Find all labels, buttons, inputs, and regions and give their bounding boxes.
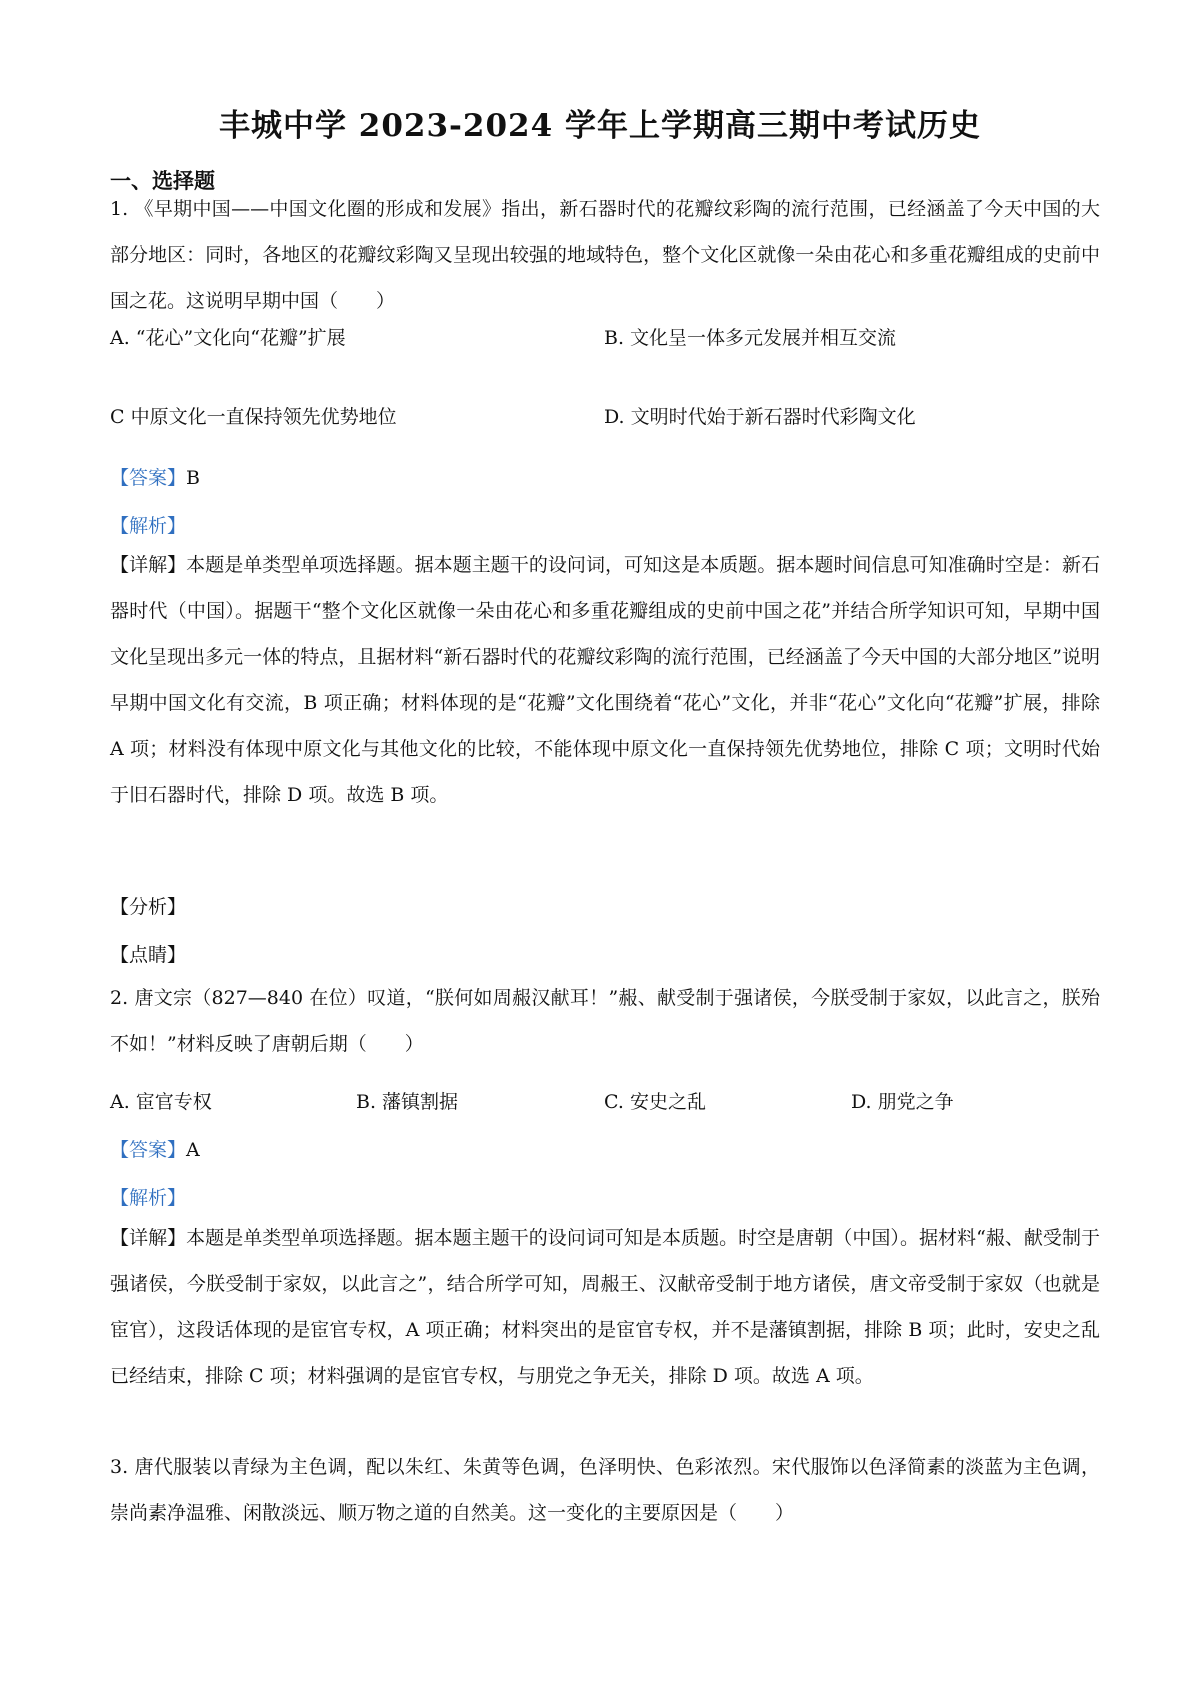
q1-detail: 【详解】本题是单类型单项选择题。据本题主题干的设问词，可知这是本质题。据本题时间信息可知准确时空是：新石器时代（中国）。据题干“整个文化区就像一朵由花心和多重花瓣组成的史前中国之花”并结合所学知识可知，早期中国文化呈现出多元一体的特点，且据材料“新石器时代的花瓣纹彩陶的流行范围，已经涵盖了今天中国的大部分地区”说明早期中国文化有交流，B 项正确；材料体现的是“花瓣”文化围绕着“花心”文化，并非“花心”文化向“花瓣”扩展，排除 A 项；材料没有体现中原文化与其他文化的比较，不能体现中原文化一直保持领先优势地位，排除 C 项；文明时代始于旧石器时代，排除 D 项。故选 B 项。 xyxy=(110,554,1100,806)
q2-answer xyxy=(110,1135,200,1165)
question-1-stem: 1. 《早期中国——中国文化圈的形成和发展》指出，新石器时代的花瓣纹彩陶的流行范围，已经涵盖了今天中国的大部分地区：同时，各地区的花瓣纹彩陶又呈现出较强的地域特色，整个文化区就像一朵由花心和多重花瓣组成的史前中国之花。这说明早期中国（ ） xyxy=(110,198,1100,312)
question-2-stem: 2. 唐文宗（827—840 在位）叹道，“朕何如周赧汉献耳！”赧、献受制于强诸侯，今朕受制于家奴，以此言之，朕殆不如！”材料反映了唐朝后期（ ） xyxy=(110,987,1100,1055)
question-3-stem: 3. 唐代服装以青绿为主色调，配以朱红、朱黄等色调，色泽明快、色彩浓烈。宋代服饰以色泽简素的淡蓝为主色调，崇尚素净温雅、闲散淡远、顺万物之道的自然美。这一变化的主要原因是（ ） xyxy=(110,1456,1100,1524)
q2-option-b: B. 藩镇割据 xyxy=(356,1091,459,1113)
q1-option-b: B. 文化呈一体多元发展并相互交流 xyxy=(604,327,897,349)
q1-fenxi: 【分析】 xyxy=(110,896,187,918)
answer-tag: 【答案】 xyxy=(110,1139,187,1161)
q2-option-a: A. 宦官专权 xyxy=(110,1091,212,1113)
answer-value: B xyxy=(186,467,200,489)
q2-analysis-tag: 【解析】 xyxy=(110,1187,187,1209)
q2-detail: 【详解】本题是单类型单项选择题。据本题主题干的设问词可知是本质题。时空是唐朝（中国）。据材料“赧、献受制于强诸侯，今朕受制于家奴，以此言之”，结合所学可知，周赧王、汉献帝受制于地方诸侯，唐文帝受制于家奴（也就是宦官），这段话体现的是宦官专权，A 项正确；材料突出的是宦官专权，并不是藩镇割据，排除 B 项；此时，安史之乱已经结束，排除 C 项；材料强调的是宦官专权，与朋党之争无关，排除 D 项。故选 A 项。 xyxy=(110,1227,1100,1387)
answer-value: A xyxy=(186,1139,200,1161)
q1-option-d: D. 文明时代始于新石器时代彩陶文化 xyxy=(604,406,916,428)
page-title: 丰城中学 2023-2024 学年上学期高三期中考试历史 xyxy=(218,108,981,144)
q2-option-d: D. 朋党之争 xyxy=(851,1091,954,1113)
q1-option-c: C 中原文化一直保持领先优势地位 xyxy=(110,406,397,428)
answer-tag: 【答案】 xyxy=(110,467,187,489)
q2-option-c: C. 安史之乱 xyxy=(604,1091,706,1113)
q1-option-a: A. “花心”文化向“花瓣”扩展 xyxy=(110,327,346,349)
q1-dianjing: 【点睛】 xyxy=(110,944,187,966)
q1-answer xyxy=(110,463,200,493)
q1-analysis-tag: 【解析】 xyxy=(110,515,187,537)
section-title: 一、选择题 xyxy=(110,169,215,193)
